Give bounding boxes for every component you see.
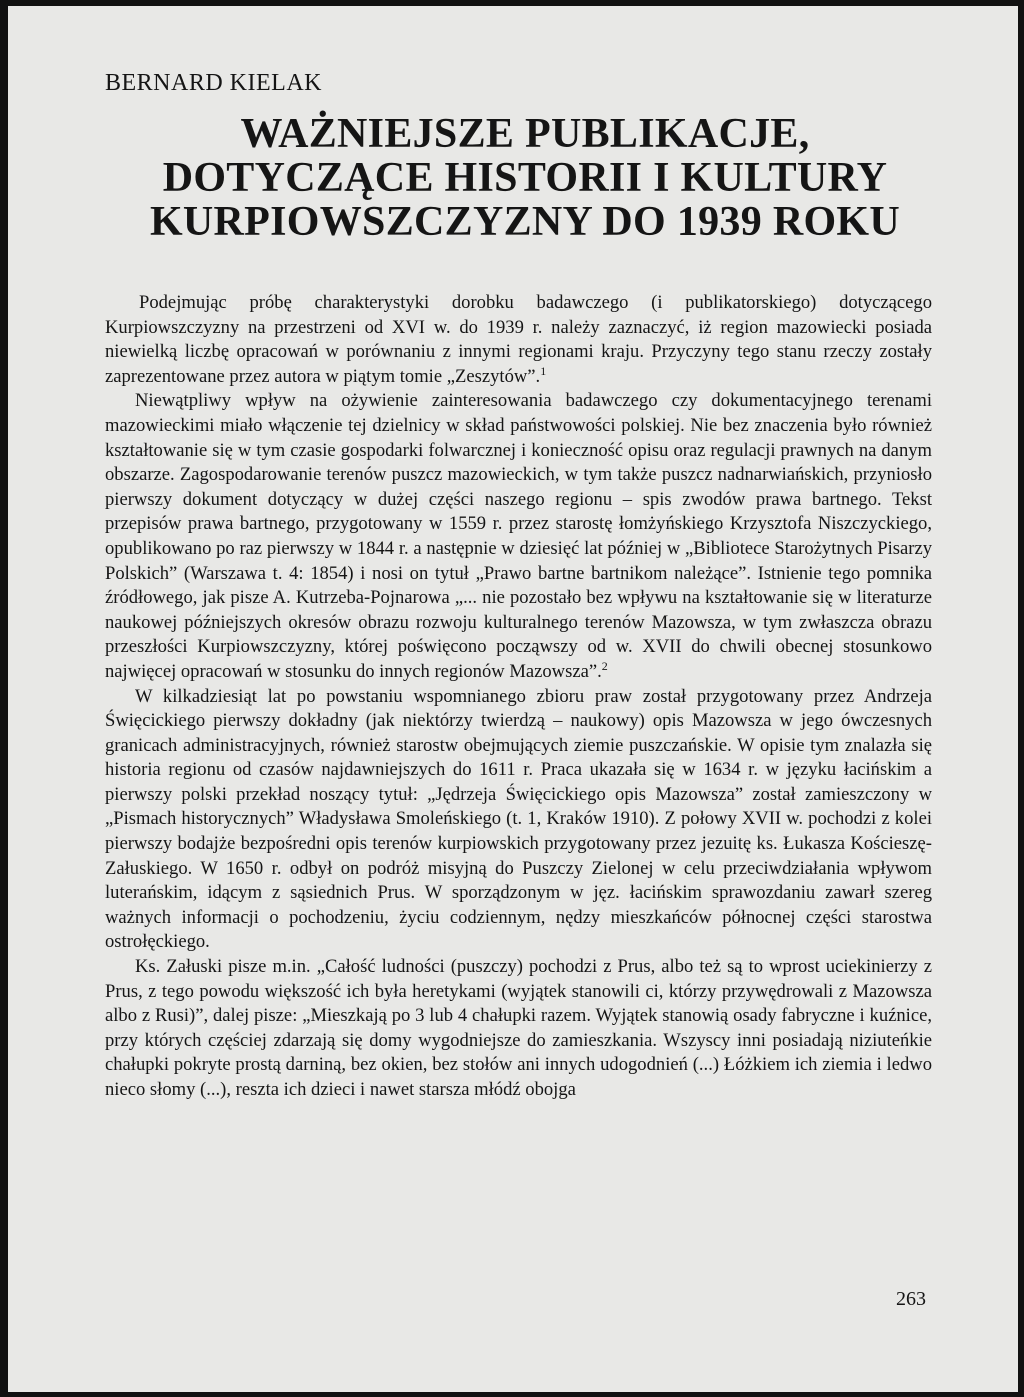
author-name: BERNARD KIELAK	[105, 70, 322, 96]
paragraph	[105, 955, 932, 1103]
title-line: DOTYCZĄCE HISTORII I KULTURY	[162, 155, 888, 201]
paragraph-text: Podejmując próbę charakterystyki dorobku badawczego (i publikatorskiego) dotyczącego Kurpiowszczyzny na przestrzeni od XVI w. do 1939 r. należy zaznaczyć, iż region mazowiecki posiada niewielką liczbę opracowań w porównaniu z innymi regionami kraju. Przyczyny tego stanu rzeczy zostały zaprezentowane przez autora w piątym tomie „Zeszytów”.	[105, 292, 932, 387]
article-title	[90, 112, 960, 244]
page-number: 263	[896, 1288, 926, 1310]
document-page	[8, 6, 1018, 1392]
paragraph	[105, 291, 932, 389]
paragraph-text: Ks. Załuski pisze m.in. „Całość ludności (puszczy) pochodzi z Prus, albo też są to wprost uciekinierzy z Prus, z tego powodu większość ich była heretykami (wyjątek stanowili ci, którzy przywędrowali z Mazowsza albo z Rusi)”, dalej pisze: „Mieszkają po 3 lub 4 chałupki razem. Wyjątek stanowią osady fabryczne i kuźnice, przy których częściej zdarzają się domy wygodniejsze do zamieszkania. Wszyscy inni posiadają niziuteńkie chałupki pokryte prostą darniną, bez okien, bez stołów ani innych udogodnień (...) Łóżkiem ich ziemia i ledwo nieco słomy (...), reszta ich dzieci i nawet starsza młódź obojga	[105, 956, 932, 1100]
footnote-ref: 1	[540, 363, 547, 378]
title-line: WAŻNIEJSZE PUBLIKACJE,	[240, 111, 810, 157]
paragraph-text: W kilkadziesiąt lat po powstaniu wspomnianego zbioru praw został przygotowany przez Andrzeja Święcickiego pierwszy dokładny (jak niektórzy twierdzą – naukowy) opis Mazowsza w jego ówczesnych granicach administracyjnych, również starostw obejmujących ziemie puszczańskie. W opisie tym znalazła się historia regionu od czasów najdawniejszych do 1611 r. Praca ukazała się w 1634 r. w języku łacińskim a pierwszy polski przekład noszący tytuł: „Jędrzeja Święcickiego opis Mazowsza” został zamieszczony w „Pismach historycznych” Władysława Smoleńskiego (t. 1, Kraków 1910). Z połowy XVII w. pochodzi z kolei pierwszy bodajże bezpośredni opis terenów kurpiowskich przygotowany przez jezuitę ks. Łukasza Kościeszę-Załuskiego. W 1650 r. odbył on podróż misyjną do Puszczy Zielonej w celu przeciwdziałania wpływom luterańskim, idącym z sąsiednich Prus. W sporządzonym w jęz. łacińskim sprawozdaniu zawarł szereg ważnych informacji o pochodzeniu, życiu codziennym, nędzy mieszkańców północnej części starostwa ostrołęckiego.	[105, 685, 932, 953]
title-line: KURPIOWSZCZYZNY DO 1939 ROKU	[149, 199, 901, 245]
footnote-ref: 2	[601, 658, 608, 673]
paragraph-text: Niewątpliwy wpływ na ożywienie zainteresowania badawczego czy dokumentacyjnego terenami mazowieckimi miało włączenie tej dzielnicy w skład państwowości polskiej. Nie bez znaczenia było również kształtowanie się w tym czasie gospodarki folwarcznej i konieczność opisu oraz regulacji prawnych na danym obszarze. Zagospodarowanie terenów puszcz mazowieckich, w tym także puszcz nadnarwiańskich, przyniosło pierwszy dokument dotyczący w dużej części naszego regionu – spis zwodów prawa bartnego. Tekst przepisów prawa bartnego, przygotowany w 1559 r. przez starostę łomżyńskiego Krzysztofa Niszczyckiego, opublikowano po raz pierwszy w 1844 r. a następnie w dziesięć lat później w „Bibliotece Starożytnych Pisarzy Polskich” (Warszawa t. 4: 1854) i nosi on tytuł „Prawo bartne bartnikom należące”. Istnienie tego pomnika źródłowego, jak pisze A. Kutrzeba-Pojnarowa „... nie pozostało bez wpływu na kształtowanie się w literaturze naukowej późniejszych okresów obrazu rozwoju kulturalnego terenów Mazowsza, w tym zwłaszcza obrazu przeszłości Kurpiowszczyzny, której poświęcono począwszy od w. XVII do chwili obecnej stosunkowo najwięcej opracowań w stosunku do innych regionów Mazowsza”.	[105, 390, 932, 682]
paragraph	[105, 685, 932, 956]
paragraph	[105, 389, 932, 684]
article-body	[105, 291, 932, 1103]
